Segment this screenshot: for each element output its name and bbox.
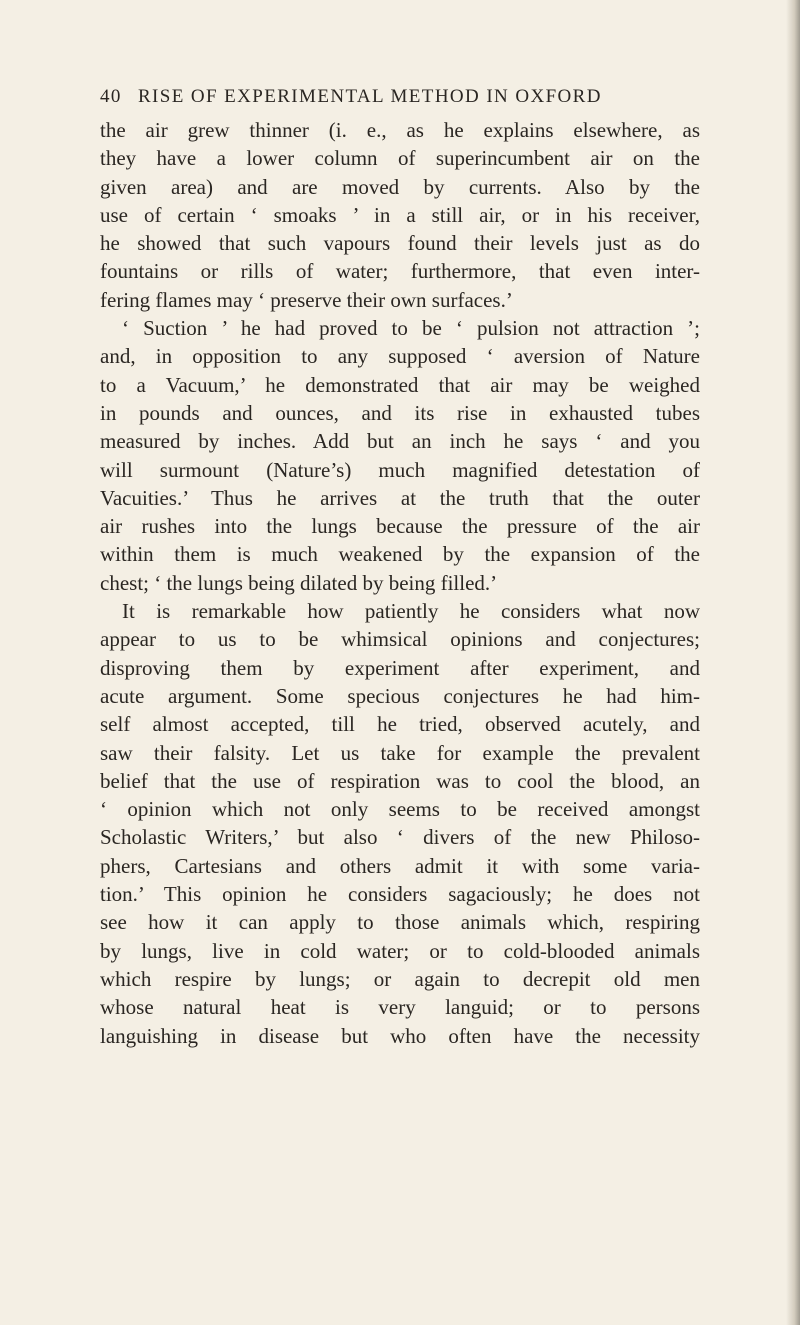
text-line: see how it can apply to those animals which, respiring xyxy=(100,910,700,935)
text-line: in pounds and ounces, and its rise in exhausted tubes xyxy=(100,400,700,425)
text-line: languishing in disease but who often have the necessity xyxy=(100,1023,700,1048)
text-line: self almost accepted, till he tried, observed acutely, and xyxy=(100,712,700,737)
text-line: It is remarkable how patiently he considers what now xyxy=(122,599,700,624)
text-line: belief that the use of respiration was to cool the blood, an xyxy=(100,768,700,793)
text-line: use of certain ‘ smoaks ’ in a still air, or in his receiver, xyxy=(100,202,700,227)
text-line: and, in opposition to any supposed ‘ aversion of Nature xyxy=(100,344,700,369)
text-line: ‘ Suction ’ he had proved to be ‘ pulsion not attraction ’; xyxy=(122,316,700,341)
text-line: fering flames may ‘ preserve their own surfaces.’ xyxy=(100,287,513,312)
body-text xyxy=(100,116,700,1050)
page-edge-shadow xyxy=(786,0,800,1325)
running-header xyxy=(100,86,700,108)
text-line: disproving them by experiment after experiment, and xyxy=(100,655,700,680)
text-line: acute argument. Some specious conjectures he had him- xyxy=(100,683,700,708)
text-line: saw their falsity. Let us take for example the prevalent xyxy=(100,740,700,765)
text-line: which respire by lungs; or again to decrepit old men xyxy=(100,966,700,991)
text-line: within them is much weakened by the expansion of the xyxy=(100,542,700,567)
text-line: by lungs, live in cold water; or to cold-blooded animals xyxy=(100,938,700,963)
text-line: he showed that such vapours found their levels just as do xyxy=(100,231,700,256)
text-line: they have a lower column of superincumbent air on the xyxy=(100,146,700,171)
text-line: given area) and are moved by currents. Also by the xyxy=(100,174,700,199)
page-number: 40 xyxy=(100,86,122,107)
text-line: Scholastic Writers,’ but also ‘ divers of the new Philoso- xyxy=(100,825,700,850)
text-line: the air grew thinner (i. e., as he explains elsewhere, as xyxy=(100,118,700,142)
text-line: to a Vacuum,’ he demonstrated that air may be weighed xyxy=(100,372,700,397)
text-line: will surmount (Nature’s) much magnified detestation of xyxy=(100,457,700,482)
text-line: phers, Cartesians and others admit it with some varia- xyxy=(100,853,700,878)
text-line: air rushes into the lungs because the pressure of the air xyxy=(100,514,700,539)
text-line: ‘ opinion which not only seems to be received amongst xyxy=(100,797,700,822)
text-line: chest; ‘ the lungs being dilated by being filled.’ xyxy=(100,570,498,595)
text-line: fountains or rills of water; furthermore, that even inter- xyxy=(100,259,700,284)
text-line: tion.’ This opinion he considers sagaciously; he does not xyxy=(100,882,700,907)
text-line: appear to us to be whimsical opinions and conjectures; xyxy=(100,627,700,652)
text-line: measured by inches. Add but an inch he says ‘ and you xyxy=(100,429,700,454)
text-line: whose natural heat is very languid; or to persons xyxy=(100,995,700,1020)
running-title: RISE OF EXPERIMENTAL METHOD IN OXFORD xyxy=(137,86,602,107)
text-line: Vacuities.’ Thus he arrives at the truth that the outer xyxy=(100,485,700,510)
